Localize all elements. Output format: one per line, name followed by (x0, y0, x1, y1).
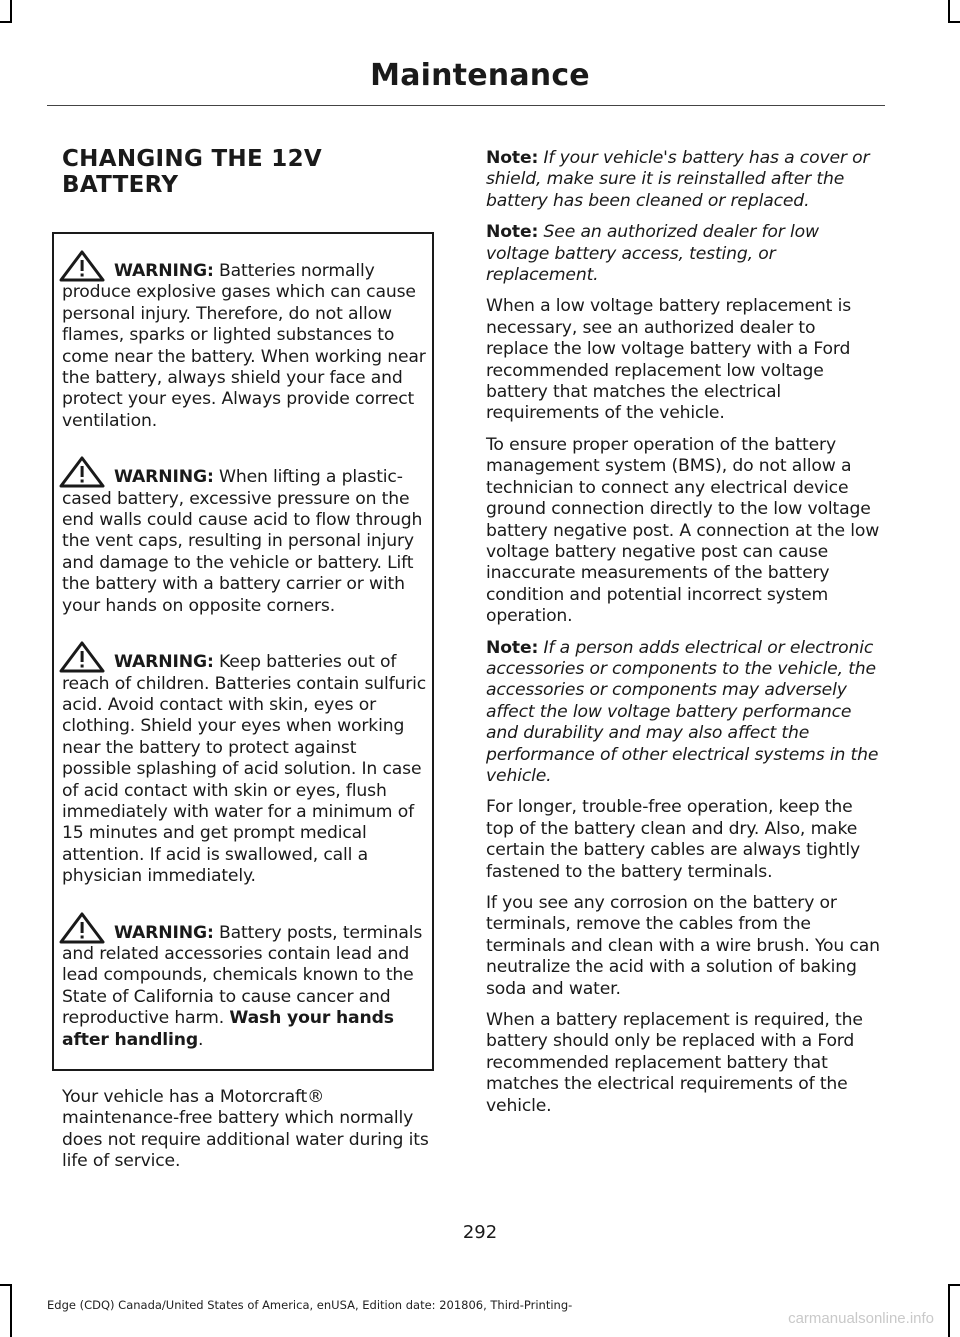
warning-label: WARNING: (114, 261, 214, 281)
warning-triangle-icon (58, 641, 110, 673)
header-divider (47, 105, 885, 106)
note-text: If a person adds electrical or electronic accessories or components to the vehicle, the accessories or components may adversely affect the low voltage battery performance and durability and may also affect the performance of other electrical systems in the vehicle. (486, 637, 879, 786)
crop-mark-bottom-right-vertical (948, 1284, 950, 1337)
page-header-title: Maintenance (370, 58, 590, 93)
crop-mark-top-left-horizontal (0, 21, 12, 23)
warning-text: Keep batteries out of reach of children. Batteries contain sulfuric acid. Avoid contact with skin, eyes or clothing. Shield your eyes when working near the battery to protect against possible splashing of acid solution. In case of acid contact with skin or eyes, flush immediately with water for a minimum of 15 minutes and get prompt medical attention. If acid is swallowed, call a physician immediately. (62, 652, 427, 887)
note-accessories (486, 638, 881, 788)
replacement-required-paragraph: When a battery replacement is required, the battery should only be replaced with a Ford recommended replacement battery that matches the electrical requirements of the vehicle. (486, 1010, 863, 1116)
warning-triangle-icon (58, 250, 110, 282)
warning-bold-instruction: Wash your hands after handling (62, 1008, 394, 1050)
bms-paragraph: To ensure proper operation of the battery management system (BMS), do not allow a technician to connect any electrical device ground connection directly to the low voltage battery negative post. A connection at the low voltage battery negative post can cause inaccurate measurements of the battery condition and potential incorrect system operation. (486, 434, 880, 627)
crop-mark-bottom-left-horizontal (0, 1284, 12, 1286)
crop-mark-top-right-horizontal (948, 21, 960, 23)
left-column (62, 146, 446, 1183)
crop-mark-bottom-left-vertical (10, 1284, 12, 1337)
note-label: Note: (486, 222, 539, 243)
warning-triangle-icon (58, 456, 110, 488)
warning-text: When lifting a plastic-cased battery, excessive pressure on the end walls could cause acid to flow through the vent caps, resulting in personal injury and damage to the vehicle or battery. Lift the battery with a battery carrier or with your hands on opposite corners. (62, 467, 423, 616)
warning-label: WARNING: (114, 922, 214, 943)
note-authorized-dealer (486, 222, 881, 286)
note-text: If your vehicle's battery has a cover or shield, make sure it is reinstalled after the battery has been cleaned or replaced. (486, 148, 870, 211)
page-number: 292 (462, 1222, 498, 1243)
corrosion-paragraph: If you see any corrosion on the battery or terminals, remove the cables from the terminals and clean with a wire brush. You can neutralize the acid with a solution of baking soda and water. (486, 893, 880, 999)
right-column (486, 148, 881, 1127)
warning-1 (62, 250, 428, 432)
warning-4 (62, 912, 428, 1051)
clean-dry-paragraph: For longer, trouble-free operation, keep the top of the battery clean and dry. Also, make certain the battery cables are always tightly fastened to the battery terminals. (486, 797, 861, 882)
warnings-box (52, 232, 434, 1071)
warning-3 (62, 641, 428, 887)
crop-mark-top-right-vertical (948, 0, 950, 22)
battery-description-paragraph: Your vehicle has a Motorcraft® maintenance-free battery which normally does not require additional water during its life of service. (62, 1087, 429, 1172)
replacement-paragraph: When a low voltage battery replacement is necessary, see an authorized dealer to replace the low voltage battery with a Ford recommended replacement low voltage battery that matches the electrical requirements of the vehicle. (486, 296, 852, 424)
note-text: See an authorized dealer for low voltage battery access, testing, or replacement. (486, 222, 819, 286)
crop-mark-bottom-right-horizontal (948, 1284, 960, 1286)
footer-edition-info: Edge (CDQ) Canada/United States of America, enUSA, Edition date: 201806, Third-Printing- (47, 1298, 573, 1312)
crop-mark-top-left-vertical (10, 0, 12, 22)
warning-end-punctuation: . (198, 1029, 204, 1050)
warning-2 (62, 456, 428, 617)
warning-text: Battery posts, terminals and related accessories contain lead and lead compounds, chemicals known to the State of California to cause cancer and reproductive harm. (62, 922, 423, 1029)
note-cover-shield (486, 148, 881, 212)
warning-label: WARNING: (114, 652, 214, 673)
warning-label: WARNING: (114, 467, 214, 488)
note-label: Note: (486, 148, 539, 168)
warning-text: Batteries normally produce explosive gases which can cause personal injury. Therefore, do not allow flames, sparks or lighted substances to come near the battery. When working near the battery, always shield your face and protect your eyes. Always provide correct ventilation. (62, 261, 426, 431)
section-heading: CHANGING THE 12V BATTERY (62, 146, 323, 198)
note-label: Note: (486, 637, 539, 658)
warning-triangle-icon (58, 912, 110, 944)
watermark: carmanualsonline.info (788, 1310, 934, 1327)
